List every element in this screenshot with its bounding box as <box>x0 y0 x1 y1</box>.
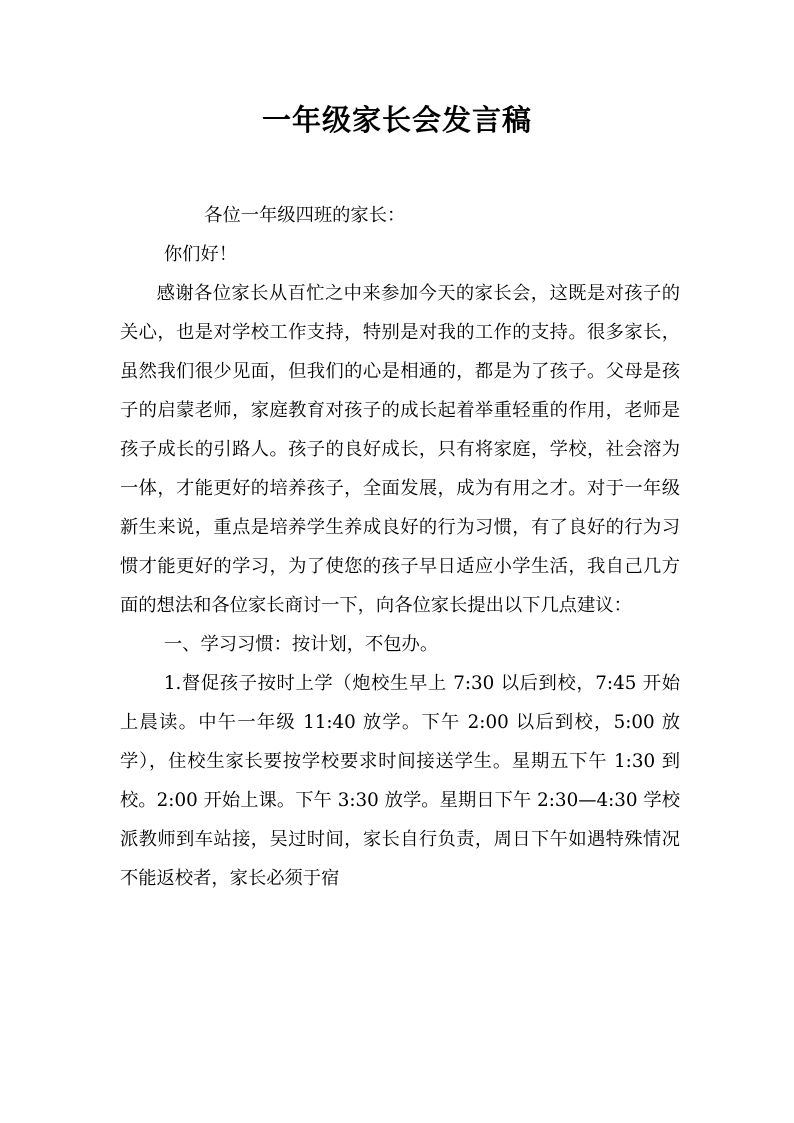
salutation-paragraph: 各位一年级四班的家长： <box>204 205 406 226</box>
document-body <box>120 196 680 898</box>
item-paragraph: 1.督促孩子按时上学（炮校生早上 7:30 以后到校，7:45 开始上晨读。中午一年级 11:40 放学。下午 2:00 以后到校，5:00 放学），住校生家长要按学校要求时间接送学生。星期五下午 1:30 到校。2:00 开始上课。下午 3:30 放学。星期日下午 2:30—4:30 学校派教师到车站接，吴过时间，家长自行负责，周日下午如遇特殊情况不能返校者，家长必须于宿 <box>120 673 680 889</box>
greeting-paragraph: 你们好！ <box>163 244 238 265</box>
section-heading-paragraph: 一、学习习惯：按计划，不包办。 <box>163 634 439 655</box>
document-title: 一年级家长会发言稿 <box>261 103 532 137</box>
intro-paragraph: 感谢各位家长从百忙之中来参加今天的家长会，这既是对孩子的关心，也是对学校工作支持，特别是对我的工作的支持。很多家长，虽然我们很少见面，但我们的心是相通的，都是为了孩子。父母是孩子的启蒙老师，家庭教育对孩子的成长起着举重轻重的作用，老师是孩子成长的引路人。孩子的良好成长，只有将家庭，学校，社会溶为一体，才能更好的培养孩子，全面发展，成为有用之才。对于一年级新生来说，重点是培养学生养成良好的行为习惯，有了良好的行为习惯才能更好的学习，为了使您的孩子早日适应小学生活，我自己几方面的想法和各位家长商讨一下，向各位家长提出以下几点建议： <box>120 283 680 616</box>
